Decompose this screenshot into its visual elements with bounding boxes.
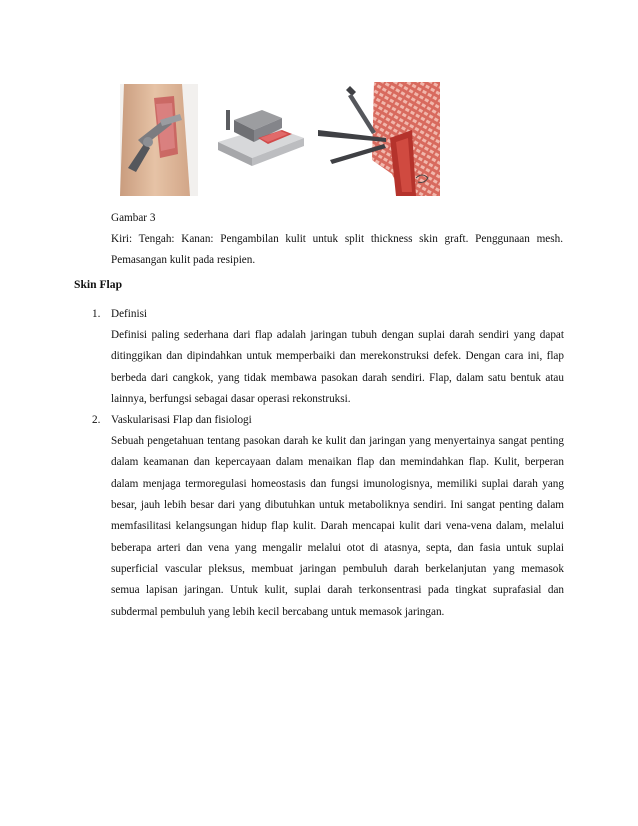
paragraph-line: ditinggikan dan dipindahkan untuk memperbaiki dan merekonstruksi defek. Dengan cara ini, flap [111, 350, 564, 363]
section-heading: Skin Flap [74, 278, 123, 291]
list-item-number: 1. [92, 308, 101, 320]
figure-caption-line-1: Kiri: Tengah: Kanan: Pengambilan kulit untuk split thickness skin graft. Penggunaan mesh. [111, 233, 563, 245]
list-item-paragraph [111, 431, 564, 623]
numbered-list [92, 304, 564, 623]
paragraph-line: subdermal pembuluh yang lebih kecil bercabang untuk memasok jaringan. [111, 605, 445, 618]
paragraph-line: besar, jauh lebih besar dari yang dibutuhkan untuk metaboliknya sendiri. Ini sangat penting dalam [111, 499, 564, 512]
paragraph-line: dalam keamanan dan kepercayaan dalam menaikan flap dan memindahkan flap. Kulit, berperan [111, 456, 564, 469]
skin-harvest-image [120, 84, 198, 196]
paragraph-line: lainnya, berfungsi sebagai dasar operasi rekonstruksi. [111, 392, 351, 405]
figure-images [0, 0, 638, 200]
list-item-title: Definisi [111, 308, 148, 320]
list-item-paragraph [111, 325, 564, 410]
figure-caption [111, 208, 563, 271]
skin-mesher-image [212, 98, 306, 170]
paragraph-line: Sebuah pengetahuan tentang pasokan darah ke kulit dan jaringan yang menyertainya sangat penting [111, 435, 564, 448]
list-item-number: 2. [92, 414, 101, 427]
list-item [92, 304, 564, 410]
paragraph-line: superficial vascular pleksus, membuat jaringan pembuluh darah berkelanjutan yang memasok [111, 562, 564, 575]
graft-placement-image [316, 82, 440, 196]
list-item-title: Vaskularisasi Flap dan fisiologi [111, 414, 252, 427]
paragraph-line: memfasilitasi kelangsungan hidup flap kulit. Darah mencapai kulit dari vena-vena dalam, melalui [111, 520, 564, 533]
figure-caption-line-2: Pemasangan kulit pada resipien. [111, 254, 256, 266]
paragraph-line: beberapa arteri dan vena yang mengalir melalui otot di atasnya, septa, dan fasia untuk suplai [111, 541, 564, 554]
list-item [92, 410, 564, 623]
paragraph-line: berbeda dari cangkok, yang tidak membawa pasokan darah sendiri. Flap, dalam satu bentuk atau [111, 371, 564, 384]
paragraph-line: Definisi paling sederhana dari flap adalah jaringan tubuh dengan suplai darah sendiri yang dapat [111, 329, 564, 341]
paragraph-line: dalam menjaga termoregulasi homeostasis dan fungsi imunologisnya, memiliki suplai darah yang [111, 477, 564, 490]
figure-caption-title: Gambar 3 [111, 212, 156, 224]
paragraph-line: semua lapisan jaringan. Untuk kulit, suplai darah terkonsentrasi pada tingkat suprafasial dan [111, 584, 564, 597]
